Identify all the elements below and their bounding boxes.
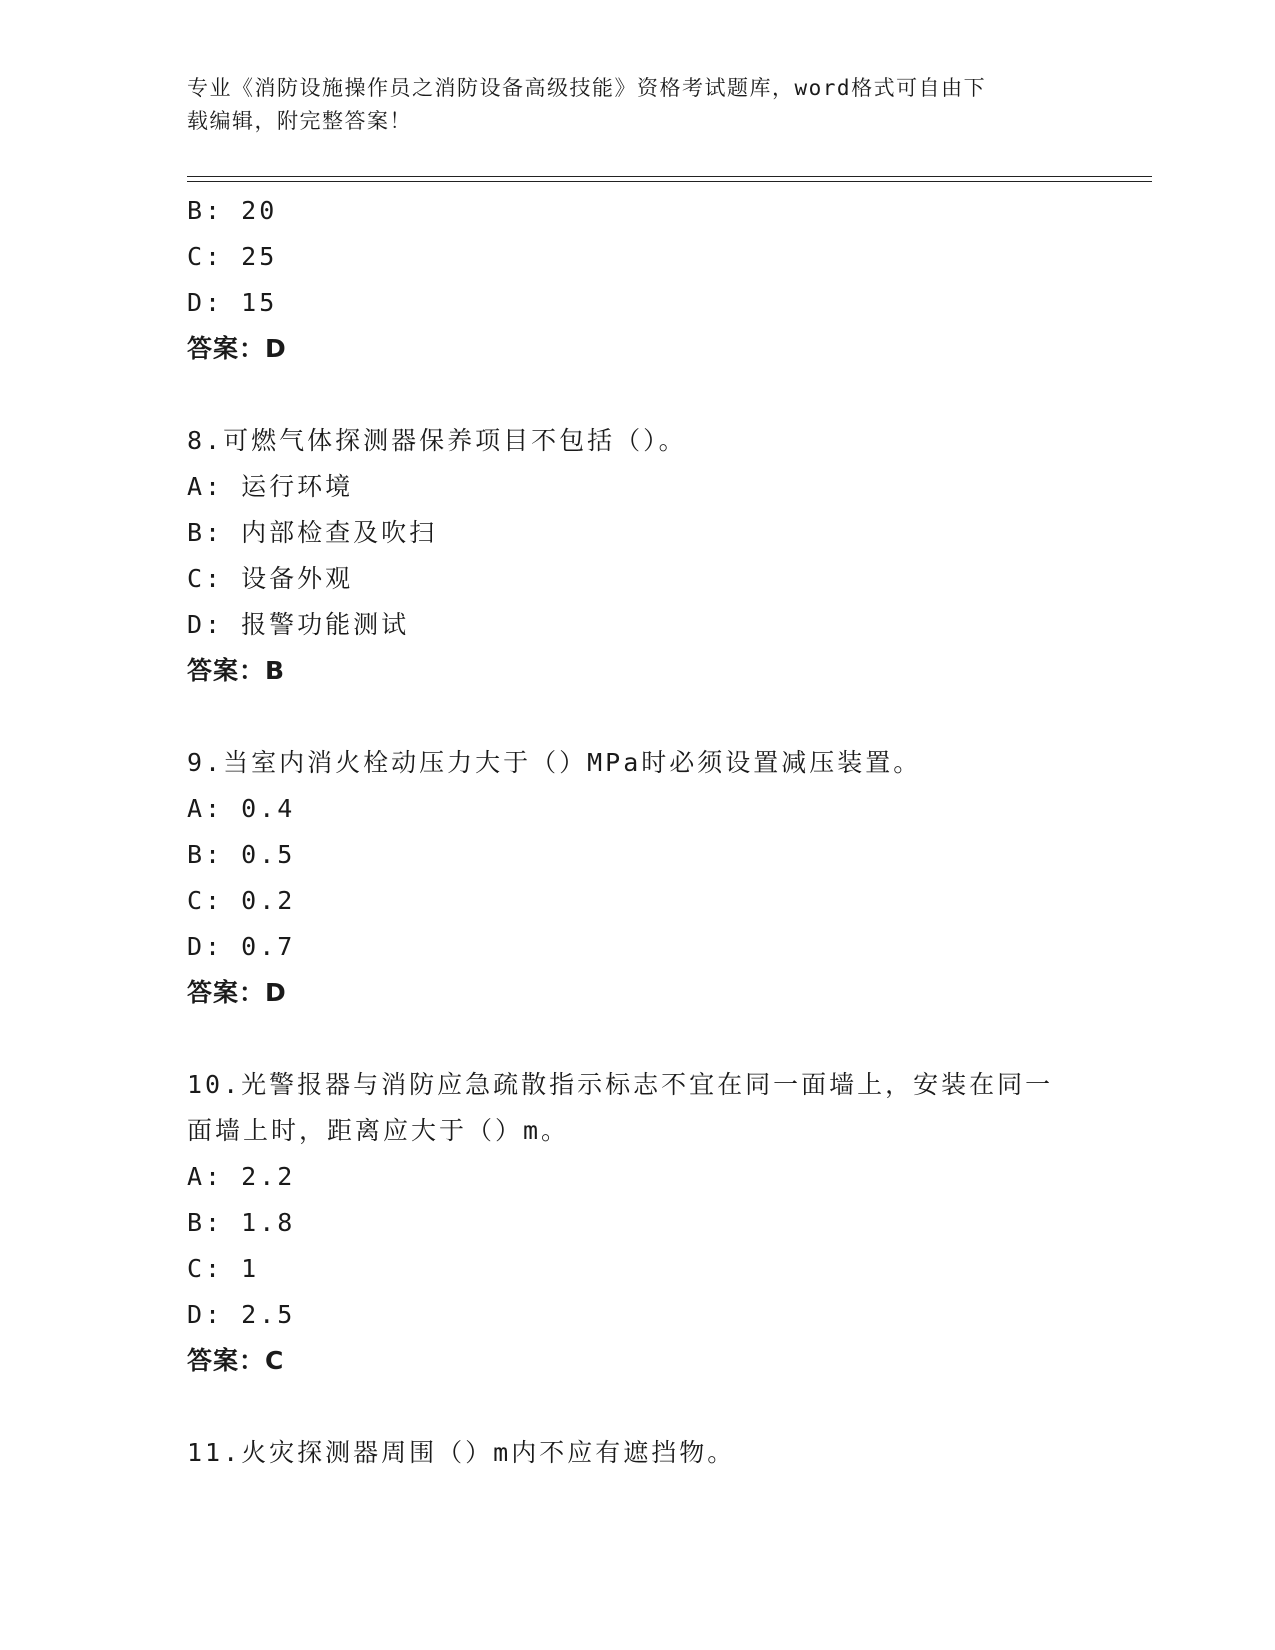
question-9 bbox=[187, 740, 1087, 1016]
header-divider-top bbox=[187, 176, 1152, 177]
answer-label: 答案：D bbox=[187, 334, 287, 363]
question-11 bbox=[187, 1430, 1087, 1476]
header-line-1: 专业《消防设施操作员之消防设备高级技能》资格考试题库，word格式可自由下 bbox=[187, 76, 987, 100]
question-stem: 9.当室内消火栓动压力大于（）MPa时必须设置减压装置。 bbox=[187, 748, 922, 777]
option-c: C: 设备外观 bbox=[187, 564, 354, 593]
question-10 bbox=[187, 1062, 1087, 1384]
option-d: D: 2.5 bbox=[187, 1300, 296, 1329]
question-stem-line-2: 面墙上时，距离应大于（）m。 bbox=[187, 1116, 570, 1145]
document-header bbox=[187, 72, 1087, 138]
question-stem-line-1: 10.光警报器与消防应急疏散指示标志不宜在同一面墙上，安装在同一 bbox=[187, 1070, 1054, 1099]
answer-label: 答案：D bbox=[187, 978, 287, 1007]
question-stem: 11.火灾探测器周围（）m内不应有遮挡物。 bbox=[187, 1438, 736, 1467]
question-8 bbox=[187, 418, 1087, 694]
header-divider-bottom bbox=[187, 181, 1152, 182]
option-b: B: 内部检查及吹扫 bbox=[187, 518, 438, 547]
option-d: D: 报警功能测试 bbox=[187, 610, 410, 639]
option-b: B: 0.5 bbox=[187, 840, 296, 869]
header-line-2: 载编辑，附完整答案！ bbox=[187, 109, 412, 133]
question-7-continued bbox=[187, 188, 1087, 372]
answer-label: 答案：C bbox=[187, 1346, 285, 1375]
option-a: A: 运行环境 bbox=[187, 472, 354, 501]
option-d: D: 0.7 bbox=[187, 932, 296, 961]
option-d: D: 15 bbox=[187, 288, 278, 317]
option-c: C: 0.2 bbox=[187, 886, 296, 915]
question-list bbox=[187, 188, 1087, 1476]
option-b: B: 1.8 bbox=[187, 1208, 296, 1237]
option-a: A: 0.4 bbox=[187, 794, 296, 823]
option-a: A: 2.2 bbox=[187, 1162, 296, 1191]
option-c: C: 25 bbox=[187, 242, 278, 271]
option-b: B: 20 bbox=[187, 196, 278, 225]
question-stem: 8.可燃气体探测器保养项目不包括（）。 bbox=[187, 426, 687, 455]
answer-label: 答案：B bbox=[187, 656, 286, 685]
option-c: C: 1 bbox=[187, 1254, 260, 1283]
